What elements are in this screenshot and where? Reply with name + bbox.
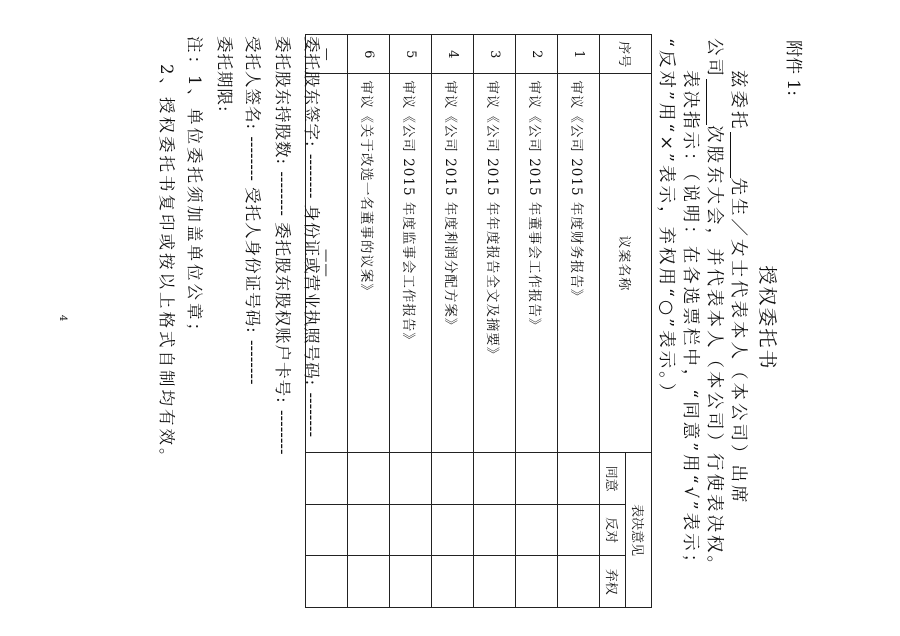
row-no: 5 <box>390 35 432 74</box>
validity-label: 委托期限: <box>215 36 234 113</box>
vote-cell-abstain[interactable] <box>306 556 348 608</box>
principal-account-label: 委托股东股权账户卡号: <box>273 222 292 404</box>
table-row <box>558 35 600 608</box>
blank-underline <box>730 132 749 178</box>
vote-cell-abstain[interactable] <box>474 556 516 608</box>
row-no: 4 <box>432 35 474 74</box>
principal-sign-label: 委托股东签字: <box>302 36 321 148</box>
motions-table <box>305 34 652 608</box>
vote-cell-oppose[interactable] <box>474 504 516 556</box>
vote-cell-oppose[interactable] <box>348 504 390 556</box>
table-header-row <box>626 35 652 608</box>
intro-text: 次股东大会，并代表本人（本公司）行使表决权。 <box>704 125 724 576</box>
row-name: —— <box>306 74 348 453</box>
row-name: 审议《公司 2015 年度监事会工作报告》 <box>390 74 432 453</box>
header-vote-group: 表决意见 <box>626 453 652 608</box>
principal-shares-label: 委托股东持股数: <box>273 36 292 166</box>
intro-line-1 <box>727 70 752 506</box>
vote-cell-agree[interactable] <box>432 453 474 505</box>
vote-cell-oppose[interactable] <box>390 504 432 556</box>
agent-sign-label: 受托人签名: <box>243 36 262 131</box>
attachment-label: 附件 1: <box>783 40 803 96</box>
vote-cell-abstain[interactable] <box>516 556 558 608</box>
vote-cell-oppose[interactable] <box>516 504 558 556</box>
header-abstain: 弃权 <box>600 556 626 608</box>
note-1: 注：1、单位委托须加盖单位公章； <box>185 36 204 342</box>
intro-text: 兹委托 <box>728 70 748 132</box>
vote-cell-abstain[interactable] <box>390 556 432 608</box>
row-no: 1 <box>558 35 600 74</box>
blank-underline <box>706 79 725 125</box>
blank-dashes[interactable]: -------- <box>243 136 262 181</box>
blank-dashes[interactable]: -------- <box>273 409 292 455</box>
agent-id-label: 受托人身份证号码: <box>243 187 262 334</box>
vote-cell-abstain[interactable] <box>432 556 474 608</box>
header-oppose: 反对 <box>600 504 626 556</box>
row-name: 审议《公司 2015 年度利润分配方案》 <box>432 74 474 453</box>
signature-line-shares <box>272 36 296 455</box>
vote-cell-agree[interactable] <box>516 453 558 505</box>
intro-line-4: “反对”用“×”表示，弃权用“○”表示。） <box>656 38 676 404</box>
intro-text: 先生／女士代表本人（本公司）出席 <box>728 177 748 506</box>
row-no: 3 <box>474 35 516 74</box>
vote-cell-oppose[interactable] <box>432 504 474 556</box>
vote-cell-oppose[interactable] <box>306 504 348 556</box>
signature-line-principal <box>301 36 325 437</box>
header-name: 议案名称 <box>600 74 652 453</box>
note-2: 2、授权委托书复印或按以上格式自制均有效。 <box>157 64 176 468</box>
blank-dashes[interactable]: -------- <box>243 339 262 385</box>
intro-line-2 <box>703 38 728 576</box>
row-no: 2 <box>516 35 558 74</box>
row-name: 审议《公司 2015 年度财务报告》 <box>558 74 600 453</box>
signature-line-agent <box>242 36 266 385</box>
vote-cell-agree[interactable] <box>474 453 516 505</box>
table-row <box>474 35 516 608</box>
vote-cell-agree[interactable] <box>306 453 348 505</box>
vote-cell-agree[interactable] <box>558 453 600 505</box>
header-no: 序号 <box>600 35 652 74</box>
blank-dashes[interactable]: -------- <box>273 171 292 216</box>
vote-cell-oppose[interactable] <box>558 504 600 556</box>
row-no: 6 <box>348 35 390 74</box>
row-name: 审议《公司 2015 年董事会工作报告》 <box>516 74 558 453</box>
vote-cell-agree[interactable] <box>390 453 432 505</box>
table-row <box>390 35 432 608</box>
vote-cell-abstain[interactable] <box>348 556 390 608</box>
row-name: 审议《公司 2015 年年度报告全文及摘要》 <box>474 74 516 453</box>
table-row <box>516 35 558 608</box>
signature-line-validity <box>214 36 238 113</box>
table-row <box>432 35 474 608</box>
principal-id-label: 身份证或营业执照号码: <box>302 204 321 387</box>
table-row <box>348 35 390 608</box>
blank-dashes[interactable]: -------- <box>302 392 321 438</box>
vote-cell-abstain[interactable] <box>558 556 600 608</box>
intro-text: 公司 <box>704 38 724 79</box>
blank-dashes[interactable]: -------- <box>302 153 321 199</box>
row-name: 审议《关于改选一名董事的议案》 <box>348 74 390 453</box>
row-no: — <box>306 35 348 74</box>
vote-cell-agree[interactable] <box>348 453 390 505</box>
header-agree: 同意 <box>600 453 626 505</box>
page-number: 4 <box>57 314 68 322</box>
intro-line-3: 表决指示：（说明：在各选票栏中，“同意”用“√”表示； <box>680 70 700 575</box>
document-title: 授权委托书 <box>756 265 778 371</box>
